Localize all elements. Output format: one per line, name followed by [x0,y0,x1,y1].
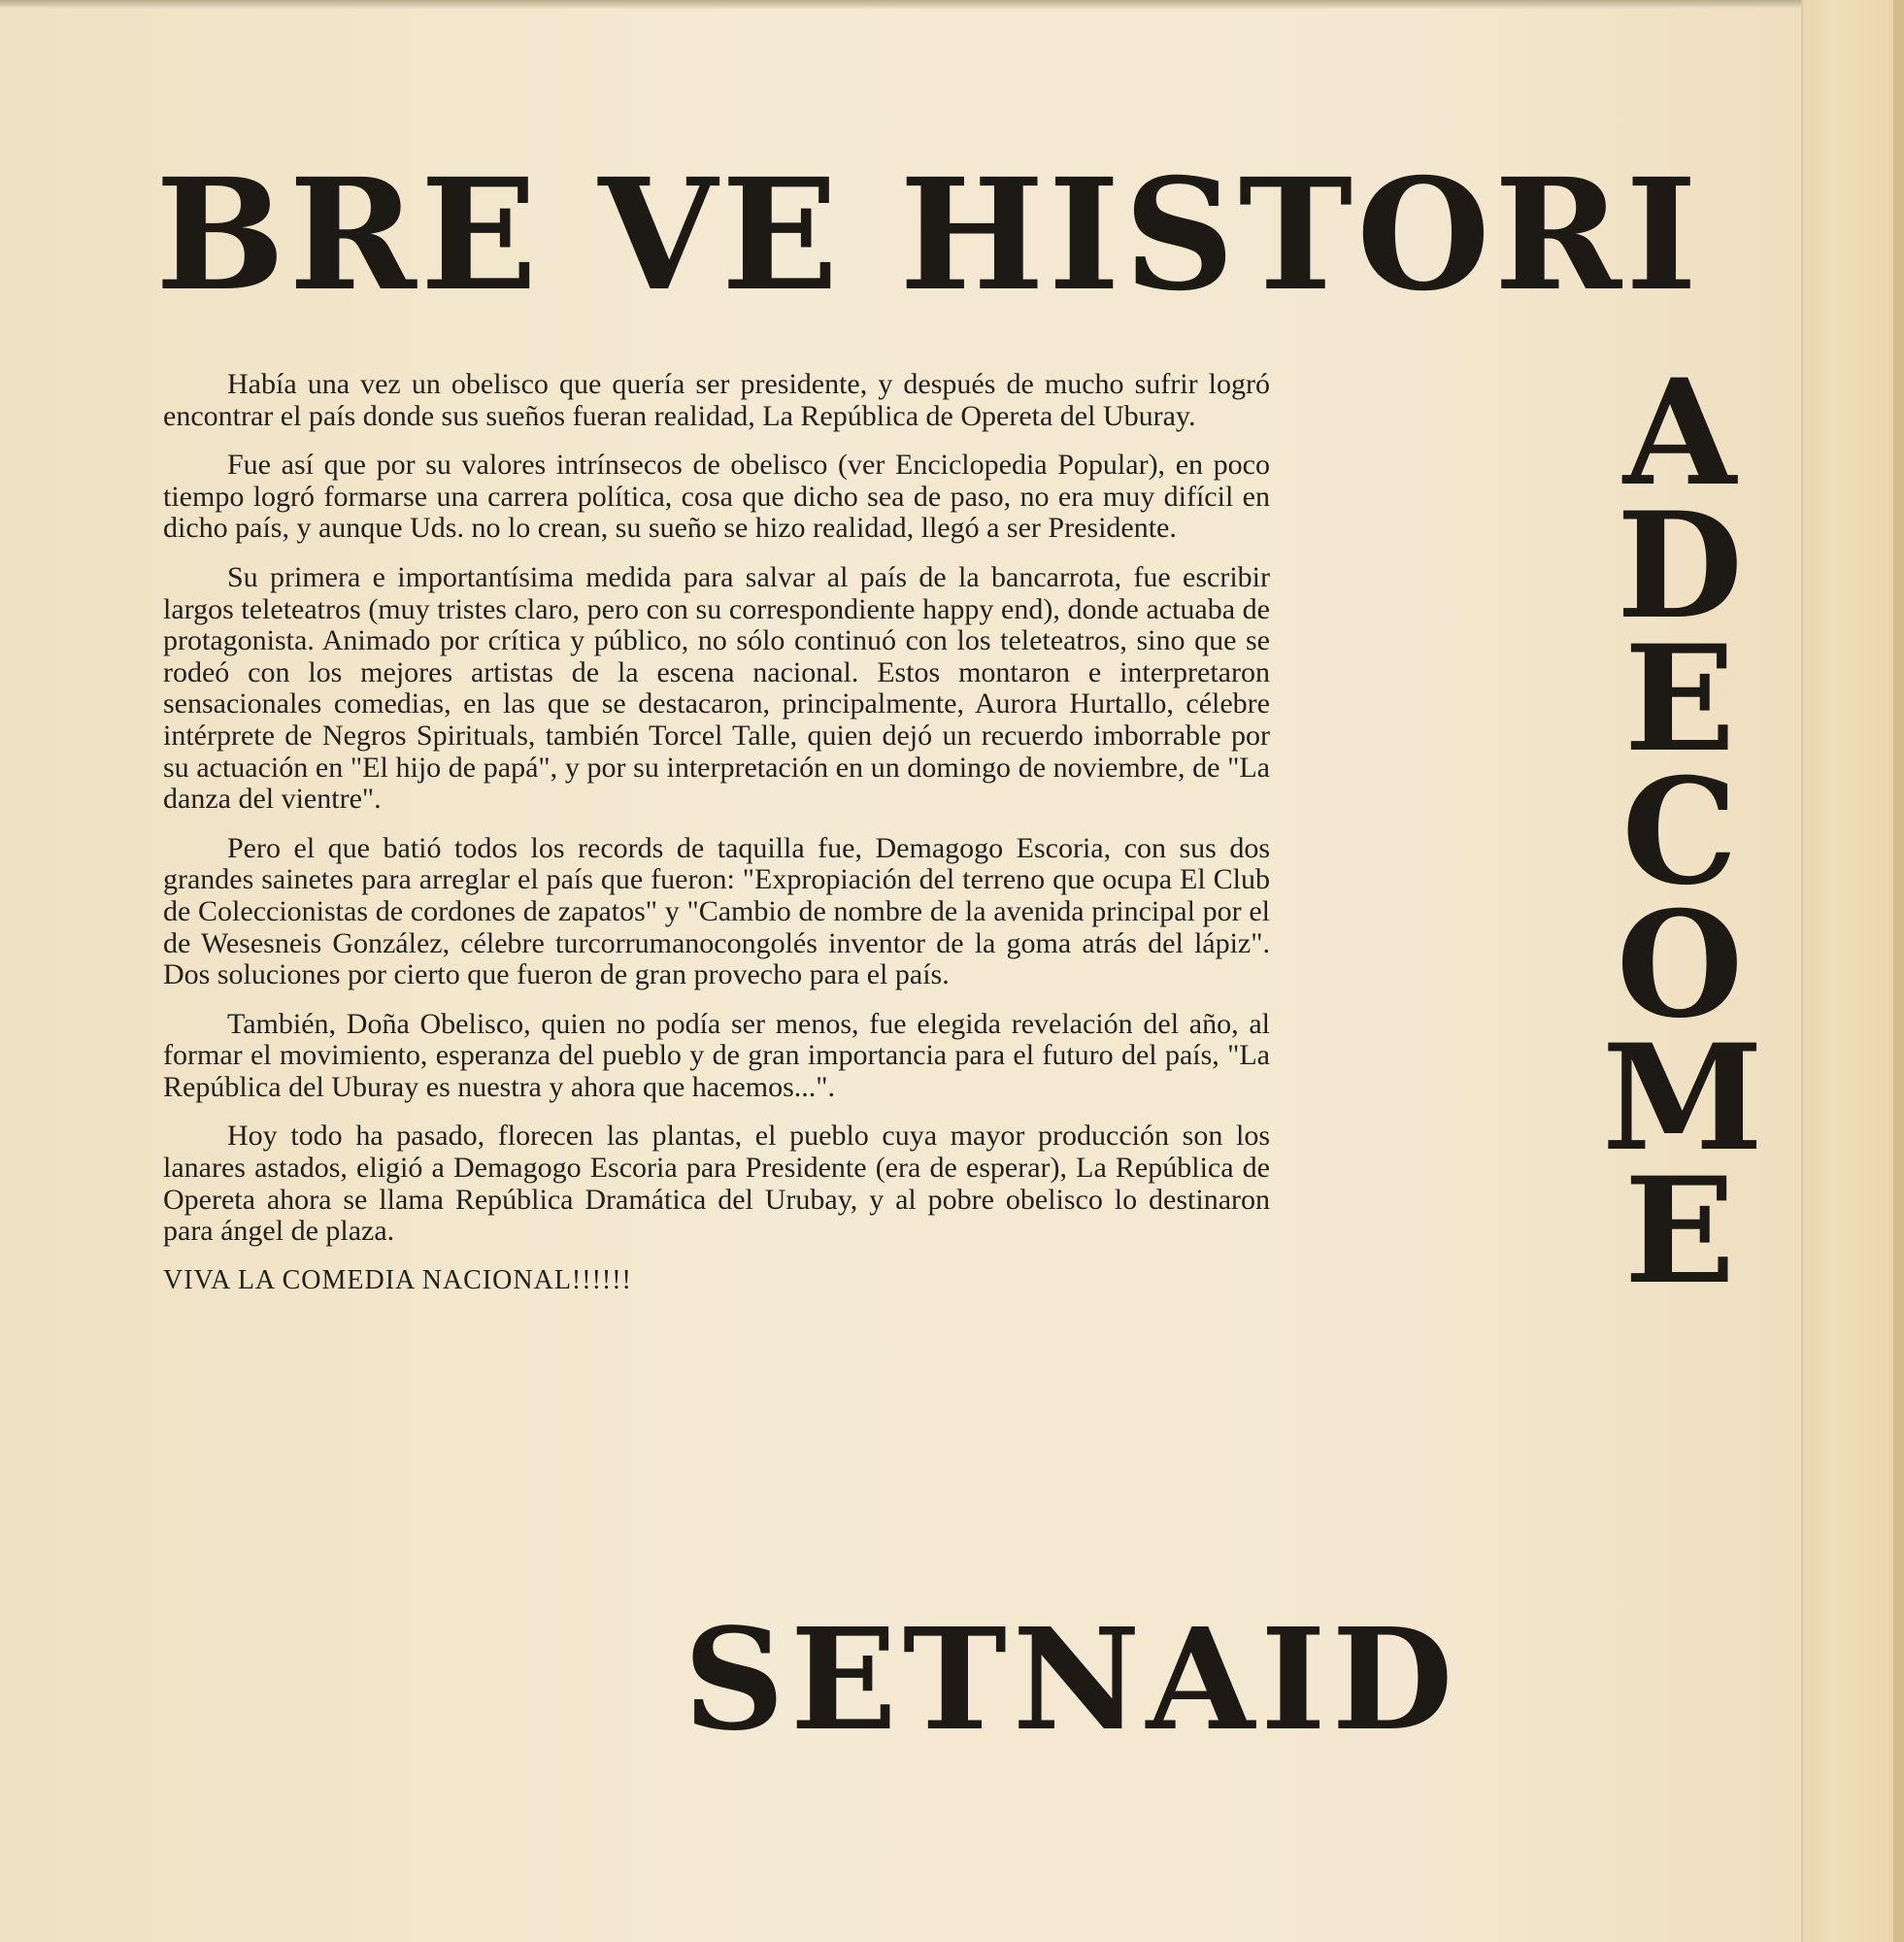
page-right-margin [1801,0,1904,1942]
article-paragraph: Había una vez un obelisco que quería ser presidente, y después de mucho sufrir logró encontrar el país donde sus sueños fueran realidad, La República de Opereta del Uburay. [163,369,1270,432]
article-closing: VIVA LA COMEDIA NACIONAL!!!!!! [163,1264,632,1295]
article-paragraph: Pero el que batió todos los records de taquilla fue, Demagogo Escoria, con sus dos grandes sainetes para arreglar el país que fueron: "Expropiación del terreno que ocupa El Club de Coleccionistas de cordones de zapatos" y "Cambio de nombre de la avenida principal por el de Wesesneis González, célebre turcorrumanocongolés inventor de la goma atrás del lápiz". Dos soluciones por cierto que fueron de gran provecho para el país. [163,831,1270,991]
headline-vertical-letter: D [1616,481,1744,652]
headline-bottom: SETNAID [684,1602,1459,1758]
headline-vertical-letter: E [1623,614,1736,785]
headline-vertical-letter: O [1616,880,1744,1051]
article-paragraph: También, Doña Obelisco, quien no podía ser menos, fue elegida revelación del año, al formar el movimiento, esperanza del pueblo y de gran importancia para el futuro del país, "La República del Uburay es nuestra y ahora que hacemos...". [163,1007,1270,1103]
article-paragraph: Fue así que por su valores intrínsecos de obelisco (ver Enciclopedia Popular), en poco tiempo logró formarse una carrera política, cosa que dicho sea de paso, no era muy difícil en dicho país, y aunque Uds. no lo crean, su sueño se hizo realidad, llegó a ser Presidente. [163,449,1270,545]
headline-vertical [1602,348,1764,1561]
page-right-edge [1893,0,1904,1942]
headline-vertical-letter: C [1621,747,1738,918]
headline-vertical-letter: E [1623,1146,1736,1317]
article-paragraph: Hoy todo ha pasado, florecen las plantas, el pueblo cuya mayor producción son los lanares astados, eligió a Demagogo Escoria para Presidente (era de esperar), La República de Opereta ahora se llama República Dramática del Urubay, y al pobre obelisco lo destinaron para ángel de plaza. [163,1120,1270,1248]
page-top-edge [0,0,1904,9]
headline-top: BRE VE HISTORI [155,153,1702,318]
headline-vertical-letter: A [1622,348,1737,519]
headline-vertical-letter: M [1602,1013,1764,1184]
article-paragraph: Su primera e importantísima medida para salvar al país de la bancarrota, fue escribir largos teleteatros (muy tristes claro, pero con su correspondiente happy end), donde actuaba de protagonista. Animado por crítica y público, no sólo continuó con los teleteatros, sino que se rodeó con los mejores artistas de la escena nacional. Estos montaron e interpretaron sensacionales comedias, en las que se destacaron, principalmente, Aurora Hurtallo, célebre intérprete de Negros Spirituals, también Torcel Talle, quien dejó un recuerdo imborrable por su actuación en "El hijo de papá", y por su interpretación en un domingo de noviembre, de "La danza del vientre". [163,560,1270,816]
article-body [163,369,1270,1573]
